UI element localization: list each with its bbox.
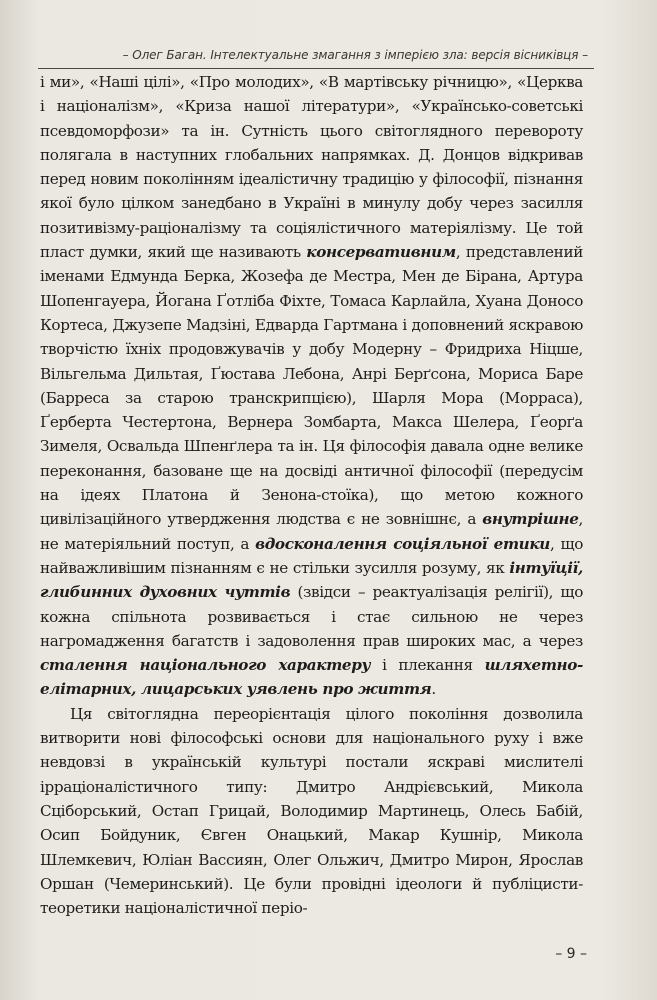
main-text (40, 70, 583, 920)
emphasis-run: консервативним (306, 243, 456, 262)
running-header: – Олег Баган. Інтелектуальне змагання з імперією зла: версія вісниківця – (122, 48, 588, 62)
text-run: (звідси – реактуалізація релігії), що кожна спільнота розвивається і стає сильною не через нагромадження багатств і задоволення прав широких мас, а через (40, 583, 583, 650)
text-run: і плекання (370, 656, 485, 675)
text-run: , представлений іменами Едмунда Берка, Жозефа де Местра, Мен де Бірана, Артура Шопенгауера, Йогана Ґотліба Фіхте, Томаса Карлайла, Хуана Доносо Кортеса, Джузепе Мадзіні, Едварда Гартмана і доповнений яскравою творчістю їхніх продовжувачів у добу Модерну – Фридриха Ніцше, Вільгельма Дильтая, Ґюстава Лебона, Анрі Берґсона, Мориса Баре (Барреса за старою транскрипцією), Шарля Мора (Морраса), Ґерберта Честертона, Вернера Зомбарта, Макса Шелера, Ґеорґа Зимеля, Освальда Шпенґлера та ін. Ця філософія давала одне велике переконання, базоване ще на досвіді античної філософії (передусім на ідеях Платона й Зенона-стоїка), що метою кожного цивілізаційного утвердження людства є не зовнішнє, а (40, 243, 584, 529)
emphasis-run: сталення національного характеру (40, 656, 371, 675)
text-run: і ми», «Наші цілі», «Про молодих», «В мартівську річницю», «Церква і націоналізм», «Криза нашої літератури», «Українсько-советські псевдоморфози» та ін. Сутність цього світоглядного перевороту полягала в наступних глобальних напрямках. Д. Донцов відкривав перед новим поколінням ідеалістичну традицію у філософії, пізнання якої було цілком занедбано в Україні в минулу добу через засилля позитивізму-раціоналізму та соціялістичного матеріялізму. Це той пласт думки, який ще називають (40, 73, 583, 262)
page-number: – 9 – (555, 946, 587, 962)
text-run: , не матеріяльний поступ, а (40, 510, 583, 553)
emphasis-run: шляхетно-елітарних, лицарських уявлень про життя (40, 656, 583, 699)
paragraph-1 (40, 70, 583, 702)
paragraph-2 (40, 702, 583, 921)
emphasis-run: вдосконалення соціяльної етики (255, 534, 550, 553)
text-run: . (431, 680, 436, 699)
text-run: Ця світоглядна переорієнтація цілого покоління дозволила витворити нові філософські основи для національного руху і вже невдовзі в українській культурі постали яскраві мислителі ірраціоналістичного типу: Дмитро Андрієвський, Микола Сціборський, Остап Грицай, Володимир Мартинець, Олесь Бабій, Осип Бойдуник, Євген Онацький, Макар Кушнір, Микола Шлемкевич, Юліан Вассиян, Олег Ольжич, Дмитро Мирон, Ярослав Оршан (Чемеринський). Це були провідні ідеологи й публіцисти-теоретики націоналістичної періо- (40, 704, 583, 918)
header-rule (38, 68, 594, 69)
text-run: , що найважливішим пізнанням є не стільки зусилля розуму, як (40, 534, 584, 577)
emphasis-run: інтуїції, глибинних духовних чуттів (40, 558, 583, 602)
emphasis-run: внутрішне (482, 510, 579, 529)
